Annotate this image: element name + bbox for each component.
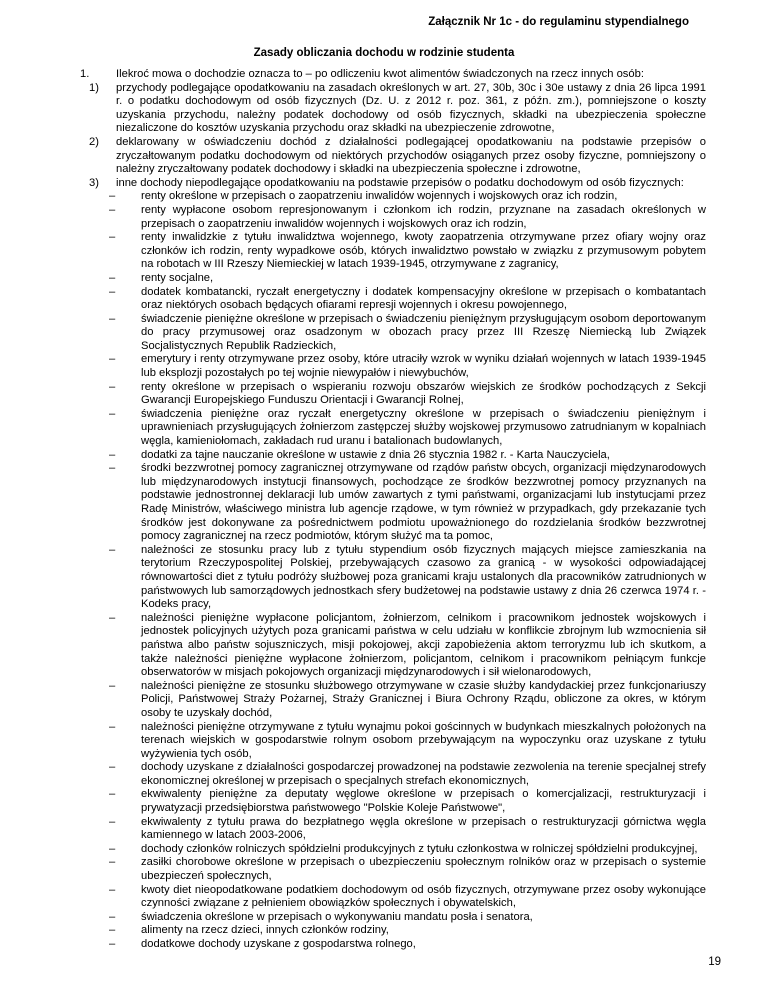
document-title: Zasady obliczania dochodu w rodzinie studenta <box>253 47 515 59</box>
list-item-text: kwoty diet nieopodatkowane podatkiem dochodowym od osób fizycznych, otrzymywane przez osoby wykonujące czynności związane z pełnieniem obowiązków społecznych i obywatelskich, <box>141 883 706 910</box>
list-item <box>80 721 706 762</box>
list-item-text: emerytury i renty otrzymywane przez osoby, które utraciły wzrok w wyniku działań wojennych w latach 1939-1945 lub eksplozji pozostałych po tej wojnie niewypałów i niewybuchów, <box>141 353 706 380</box>
subitem <box>80 177 706 191</box>
list-item-text: renty określone w przepisach o zaopatrzeniu inwalidów wojennych i wojskowych oraz ich rodzin, <box>141 190 618 203</box>
list-item-text: renty wypłacone osobom represjonowanym i członkom ich rodzin, przyznane na zasadach określonych w przepisach o zaopatrzeniu inwalidów wojennych i wojskowych oraz ich rodzin, <box>141 203 706 230</box>
list-item-text: renty socjalne, <box>141 271 214 284</box>
subitem-text: inne dochody niepodlegające opodatkowaniu na podstawie przepisów o podatku dochodowym od osób fizycznych: <box>116 176 684 189</box>
list-item <box>80 924 706 938</box>
dash-bullet: – <box>109 203 116 216</box>
dash-bullet: – <box>109 842 116 855</box>
list-item-text: należności pieniężne ze stosunku służbowego otrzymywane w czasie służby kandydackiej przez funkcjonariuszy Policji, Państwowej Straży Pożarnej, Straży Granicznej i Biura Ochrony Rządu, obliczone za okres, w którym osoby te uzyskały dochód, <box>141 679 706 719</box>
list-item-text: renty określone w przepisach o wspieraniu rozwoju obszarów wiejskich ze środków pochodzących z Sekcji Gwarancji Europejskiego Funduszu Orientacji i Gwarancji Rolnej, <box>141 380 706 407</box>
dash-bullet: – <box>109 353 116 366</box>
dash-bullet: – <box>109 190 116 203</box>
subitem <box>80 82 706 136</box>
dash-bullet: – <box>109 815 116 828</box>
dash-bullet: – <box>109 462 116 475</box>
dash-bullet: – <box>109 231 116 244</box>
list-item <box>80 843 706 857</box>
subitem-number: 3) <box>89 176 99 189</box>
dash-bullet: – <box>109 924 116 937</box>
list-item <box>80 680 706 721</box>
page-number: 19 <box>708 956 721 968</box>
list-item-text: dodatki za tajne nauczanie określone w ustawie z dnia 26 stycznia 1982 r. - Karta Nauczyciela, <box>141 448 610 461</box>
list-item <box>80 449 706 463</box>
list-item-text: dochody uzyskane z działalności gospodarczej prowadzonej na podstawie zezwolenia na terenie specjalnej strefy ekonomicznej określonej w przepisach o specjalnych strefach ekonomicznych, <box>141 761 706 787</box>
list-item-text: renty inwalidzkie z tytułu inwalidztwa wojennego, kwoty zaopatrzenia otrzymywane przez ofiary wojny oraz członków ich rodzin, renty wypadkowe osób, których inwalidztwo powstało w związku z przymusowym pobytem na robotach w III Rzeszy Niemieckiej w latach 1939-1945, otrzymywane z zagranicy, <box>141 231 706 271</box>
list-item <box>80 204 706 231</box>
dash-bullet: – <box>109 883 116 896</box>
point-number: 1. <box>80 68 90 80</box>
list-item <box>80 313 706 354</box>
list-item-text: ekwiwalenty pieniężne za deputaty węglowe określone w przepisach o komercjalizacji, restrukturyzacji i prywatyzacji przedsiębiorstwa państwowego "Polskie Koleje Państwowe", <box>141 788 706 815</box>
dash-bullet: – <box>109 788 116 801</box>
list-item <box>80 462 706 544</box>
list-item-text: należności pieniężne wypłacone policjantom, żołnierzom, celnikom i pracownikom jednostek wojskowych i jednostek policyjnych użytych poza granicami państwa w celu udziału w konflikcie zbrojnym lub wzmocnienia sił państwa albo państw sojuszniczych, misji pokojowej, akcji zapobieżenia aktom terroryzmu lub ich skutkom, a także należności pieniężne wypłacone żołnierzom, policjantom, celnikom i pracownikom pełniącym funkcje obserwatorów w misjach pokojowych organizacji międzynarodowych i sił wielonarodowych, <box>141 611 706 679</box>
list-item-text: świadczenie pieniężne określone w przepisach o świadczeniu pieniężnym przysługującym osobom deportowanym do pracy przymusowej oraz osadzonym w obozach pracy przez III Rzeszę Niemiecką lub Związek Socjalistycznych Republik Radzieckich, <box>141 312 706 352</box>
dash-bullet: – <box>109 761 116 774</box>
attachment-header: Załącznik Nr 1c - do regulaminu stypendialnego <box>428 16 689 28</box>
list-item <box>80 761 706 788</box>
dash-bullet: – <box>109 720 116 733</box>
income-type-list <box>80 190 706 951</box>
dash-bullet: – <box>109 271 116 284</box>
list-item <box>80 408 706 449</box>
list-item <box>80 381 706 408</box>
list-item-text: środki bezzwrotnej pomocy zagranicznej otrzymywane od rządów państw obcych, organizacji międzynarodowych lub międzynarodowych instytucji finansowych, pochodzące ze środków bezzwrotnej pomocy przyznanych na podstawie jednostronnej deklaracji lub umów zawartych z tymi państwami, organizacjami lub instytucjami przez Radę Ministrów, właściwego ministra lub agencje rządowe, w tym również w przypadkach, gdy przekazanie tych środków jest dokonywane za pośrednictwem podmiotu upoważnionego do rozdzielania środków bezzwrotnej pomocy zagranicznej na rzecz podmiotów, którym służyć ma ta pomoc, <box>141 462 706 543</box>
list-item <box>80 231 706 272</box>
list-item-text: dodatek kombatancki, ryczałt energetyczny i dodatek kompensacyjny określone w przepisach o kombatantach oraz niektórych osobach będących ofiarami represji wojennych i okresu powojennego, <box>141 285 706 312</box>
list-item <box>80 938 706 952</box>
dash-bullet: – <box>109 407 116 420</box>
list-item <box>80 816 706 843</box>
list-item <box>80 884 706 911</box>
subitem-text: przychody podlegające opodatkowaniu na zasadach określonych w art. 27, 30b, 30c i 30e ustawy z dnia 26 lipca 1991 r. o podatku dochodowym od osób fizycznych (Dz. U. z 2012 r. poz. 361, z późn. zm.), pomniejszone o koszty uzyskania przychodu, należny podatek dochodowy od osób fizycznych, składki na ubezpieczenia społeczne niezaliczone do kosztów uzyskania przychodu oraz składki na ubezpieczenie zdrowotne, <box>116 81 706 135</box>
list-item-text: należności ze stosunku pracy lub z tytułu stypendium osób fizycznych mających miejsce zamieszkania na terytorium Rzeczypospolitej Polskiej, przebywających czasowo za granicą - w wysokości odpowiadającej równowartości diet z tytułu podróży służbowej poza granicami kraju ustalonych dla pracowników zatrudnionych w państwowych lub samorządowych jednostkach sfery budżetowej na podstawie ustawy z dnia 26 czerwca 1974 r. - Kodeks pracy, <box>141 543 706 611</box>
dash-bullet: – <box>109 679 116 692</box>
list-item <box>80 272 706 286</box>
dash-bullet: – <box>109 380 116 393</box>
subitem-list <box>80 82 706 191</box>
dash-bullet: – <box>109 448 116 461</box>
subitem-number: 2) <box>89 135 99 148</box>
dash-bullet: – <box>109 938 116 950</box>
dash-bullet: – <box>109 543 116 556</box>
list-item <box>80 190 706 204</box>
list-item-text: dochody członków rolniczych spółdzielni produkcyjnych z tytułu członkostwa w rolniczej spółdzielni produkcyjnej, <box>141 842 698 855</box>
list-item <box>80 856 706 883</box>
document-body <box>80 68 706 952</box>
dash-bullet: – <box>109 285 116 298</box>
dash-bullet: – <box>109 312 116 325</box>
list-item-text: alimenty na rzecz dzieci, innych członków rodziny, <box>141 924 389 937</box>
point-text: Ilekroć mowa o dochodzie oznacza to – po odliczeniu kwot alimentów świadczonych na rzecz innych osób: <box>116 68 644 80</box>
list-item <box>80 612 706 680</box>
list-item <box>80 286 706 313</box>
point-1 <box>80 68 706 82</box>
list-item <box>80 911 706 925</box>
dash-bullet: – <box>109 856 116 869</box>
subitem-number: 1) <box>89 81 99 94</box>
subitem-text: deklarowany w oświadczeniu dochód z działalności podlegającej opodatkowaniu na podstawie przepisów o zryczałtowanym podatku dochodowym od niektórych przychodów osiąganych przez osoby fizyczne, pomniejszony o należny zryczałtowany podatek dochodowy i składki na ubezpieczenia społeczne i zdrowotne, <box>116 135 706 176</box>
subitem <box>80 136 706 177</box>
list-item-text: należności pieniężne otrzymywane z tytułu wynajmu pokoi gościnnych w budynkach mieszkalnych położonych na terenach wiejskich w gospodarstwie rolnym osobom przebywającym na wypoczynku oraz uzyskane z tytułu wyżywienia tych osób, <box>141 720 706 760</box>
dash-bullet: – <box>109 910 116 923</box>
dash-bullet: – <box>109 611 116 624</box>
list-item-text: świadczenia określone w przepisach o wykonywaniu mandatu posła i senatora, <box>141 910 533 923</box>
list-item-text: świadczenia pieniężne oraz ryczałt energetyczny określone w przepisach o świadczeniu pieniężnym i uprawnieniach przysługujących żołnierzom zastępczej służby wojskowej przymusowo zatrudnianym w kopalniach węgla, kamieniołomach, zakładach rud uranu i batalionach budowlanych, <box>141 407 706 448</box>
list-item <box>80 353 706 380</box>
list-item <box>80 788 706 815</box>
list-item-text: dodatkowe dochody uzyskane z gospodarstwa rolnego, <box>141 938 416 950</box>
list-item-text: zasiłki chorobowe określone w przepisach o ubezpieczeniu społecznym rolników oraz w przepisach o systemie ubezpieczeń społecznych, <box>141 856 706 883</box>
list-item <box>80 544 706 612</box>
list-item-text: ekwiwalenty z tytułu prawa do bezpłatnego węgla określone w przepisach o restrukturyzacji górnictwa węgla kamiennego w latach 2003-2006, <box>141 815 706 842</box>
